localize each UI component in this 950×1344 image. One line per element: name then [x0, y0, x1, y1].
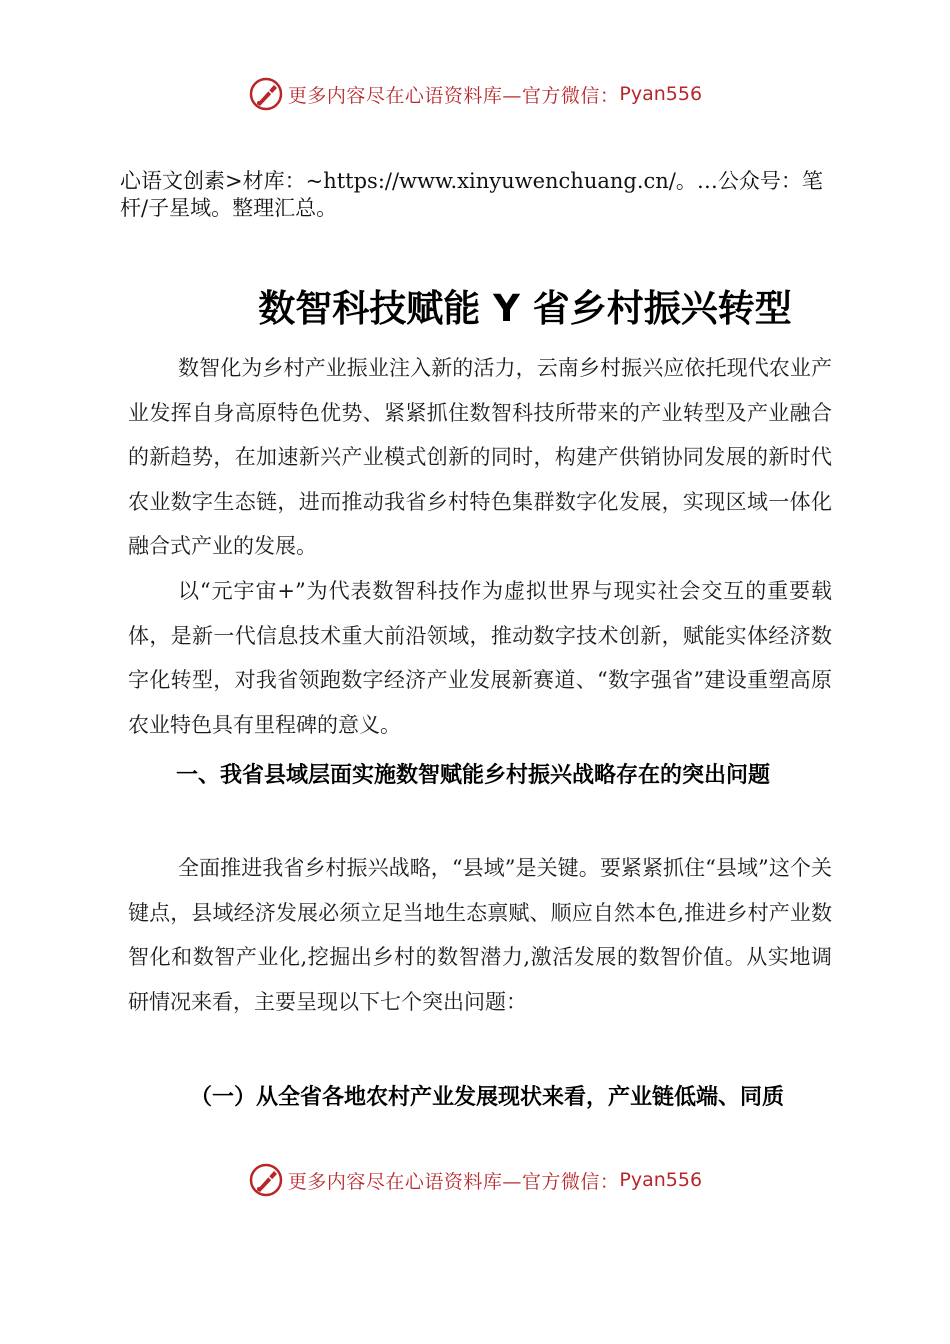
section-1-subheading: （一）从全省各地农村产业发展现状来看，产业链低端、同质: [190, 1085, 785, 1110]
watermark-text: 更多内容尽在心语资料库—官方微信：: [287, 84, 620, 107]
watermark-text: 更多内容尽在心语资料库—官方微信：: [287, 1170, 620, 1193]
quill-seal-logo-icon: [248, 1162, 284, 1198]
watermark-wechat-id: Pyan556: [619, 1169, 703, 1191]
section-1-paragraph: 全面推进我省乡村振兴战略，“县域”是关键。要紧紧抓住“县域”这个关键点，县域经济发展必须立足当地生态禀赋、顺应自然本色,推进乡村产业数智化和数智产业化,挖掘出乡村的数智潜力,激活发展的数智价值。从实地调研情况来看，主要呈现以下七个突出问题：: [128, 856, 832, 1014]
document-title: 数智科技赋能 Y 省乡村振兴转型: [258, 287, 792, 330]
source-note: 心语文创素>材库：~https://www.xinyuwenchuang.cn/。…公众号：笔杆/子星域。整理汇总。: [120, 169, 823, 220]
watermark-banner-top: [0, 72, 950, 116]
section-1-heading: 一、我省县域层面实施数智赋能乡村振兴战略存在的突出问题: [176, 763, 771, 788]
watermark-banner-bottom: [0, 1158, 950, 1202]
watermark-wechat-id: Pyan556: [619, 83, 703, 105]
intro-paragraph-2: 以“元宇宙+”为代表数智科技作为虚拟世界与现实社会交互的重要载体，是新一代信息技术重大前沿领域，推动数字技术创新，赋能实体经济数字化转型，对我省领跑数字经济产业发展新赛道、“数字强省”建设重塑高原农业特色具有里程碑的意义。: [128, 579, 832, 737]
intro-paragraph-1: 数智化为乡村产业振业注入新的活力，云南乡村振兴应依托现代农业产业发挥自身高原特色优势、紧紧抓住数智科技所带来的产业转型及产业融合的新趋势，在加速新兴产业模式创新的同时，构建产供销协同发展的新时代农业数字生态链，进而推动我省乡村特色集群数字化发展，实现区域一体化融合式产业的发展。: [128, 356, 832, 558]
quill-seal-logo-icon: [248, 76, 284, 112]
